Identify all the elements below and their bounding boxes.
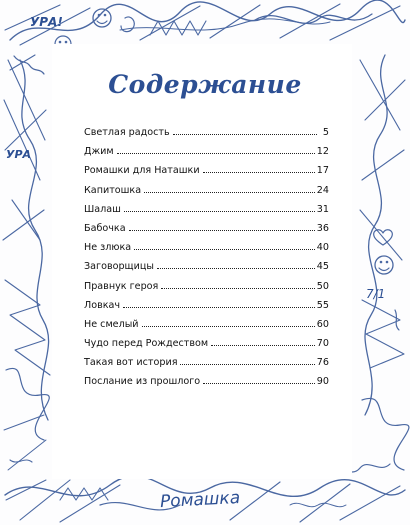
- dot-leader: [173, 134, 317, 135]
- toc-entry[interactable]: [84, 300, 329, 319]
- toc-entry[interactable]: [84, 185, 329, 204]
- toc-entry[interactable]: [84, 165, 329, 184]
- toc-entry-page-number: 76: [316, 357, 329, 369]
- dot-leader: [180, 364, 314, 365]
- toc-entry-page-number: 5: [322, 127, 329, 138]
- toc-entry-title: Послание из прошлого: [84, 376, 201, 388]
- toc-entry-title: Не смелый: [84, 318, 139, 330]
- toc-entry[interactable]: [84, 338, 329, 357]
- dot-leader: [124, 211, 315, 212]
- toc-entry-title: Правнук героя: [84, 280, 159, 292]
- toc-entry-title: Заговорщицы: [84, 261, 154, 273]
- toc-entry-title: Капитошка: [84, 184, 142, 196]
- dot-leader: [123, 307, 315, 308]
- toc-entry[interactable]: [84, 261, 329, 280]
- doodle-letters-right: 7/1: [366, 287, 386, 301]
- doodle-word-top-left: УРА!: [30, 15, 63, 29]
- page-title: Содержание: [108, 70, 302, 99]
- toc-entry-page-number: 31: [316, 203, 329, 215]
- dot-leader: [203, 172, 315, 173]
- toc-entry-page-number: 17: [316, 165, 329, 177]
- toc-entry-title: Не злюка: [84, 242, 132, 254]
- dot-leader: [144, 192, 315, 193]
- toc-entry[interactable]: [84, 204, 329, 223]
- toc-entry-page-number: 60: [316, 318, 329, 330]
- toc-entry-page-number: 36: [316, 222, 329, 234]
- doodle-word-bottom: Ромашка: [159, 487, 241, 513]
- toc-entry[interactable]: [84, 376, 329, 395]
- dot-leader: [129, 230, 315, 231]
- toc-entry[interactable]: [84, 223, 329, 242]
- toc-entry-title: Такая вот история: [84, 357, 178, 369]
- dot-leader: [157, 268, 315, 269]
- toc-entry-page-number: 90: [316, 376, 329, 388]
- doodle-word-left: УРА: [6, 148, 32, 161]
- toc-entry-title: Джим: [84, 146, 114, 158]
- toc-entry-page-number: 55: [316, 299, 329, 311]
- table-of-contents: [84, 127, 329, 396]
- toc-entry-page-number: 12: [316, 146, 329, 158]
- toc-entry[interactable]: [84, 127, 329, 146]
- dot-leader: [211, 345, 315, 346]
- dot-leader: [161, 288, 314, 289]
- toc-entry-title: Ловкач: [84, 299, 121, 311]
- toc-entry-page-number: 50: [316, 280, 329, 292]
- toc-entry[interactable]: [84, 319, 329, 338]
- toc-entry-title: Бабочка: [84, 222, 126, 234]
- dot-leader: [142, 326, 315, 327]
- dot-leader: [203, 383, 315, 384]
- toc-entry-title: Светлая радость: [84, 127, 170, 138]
- toc-entry-page-number: 70: [316, 338, 329, 350]
- toc-entry-title: Шалаш: [84, 203, 121, 215]
- toc-entry-title: Ромашки для Наташки: [84, 165, 200, 177]
- toc-entry-page-number: 24: [316, 184, 329, 196]
- toc-entry-page-number: 45: [316, 261, 329, 273]
- toc-entry-page-number: 40: [316, 242, 329, 254]
- toc-entry[interactable]: [84, 242, 329, 261]
- dot-leader: [117, 153, 315, 154]
- toc-entry[interactable]: [84, 357, 329, 376]
- dot-leader: [134, 249, 315, 250]
- toc-entry-title: Чудо перед Рождеством: [84, 338, 209, 350]
- toc-entry[interactable]: [84, 281, 329, 300]
- toc-entry[interactable]: [84, 146, 329, 165]
